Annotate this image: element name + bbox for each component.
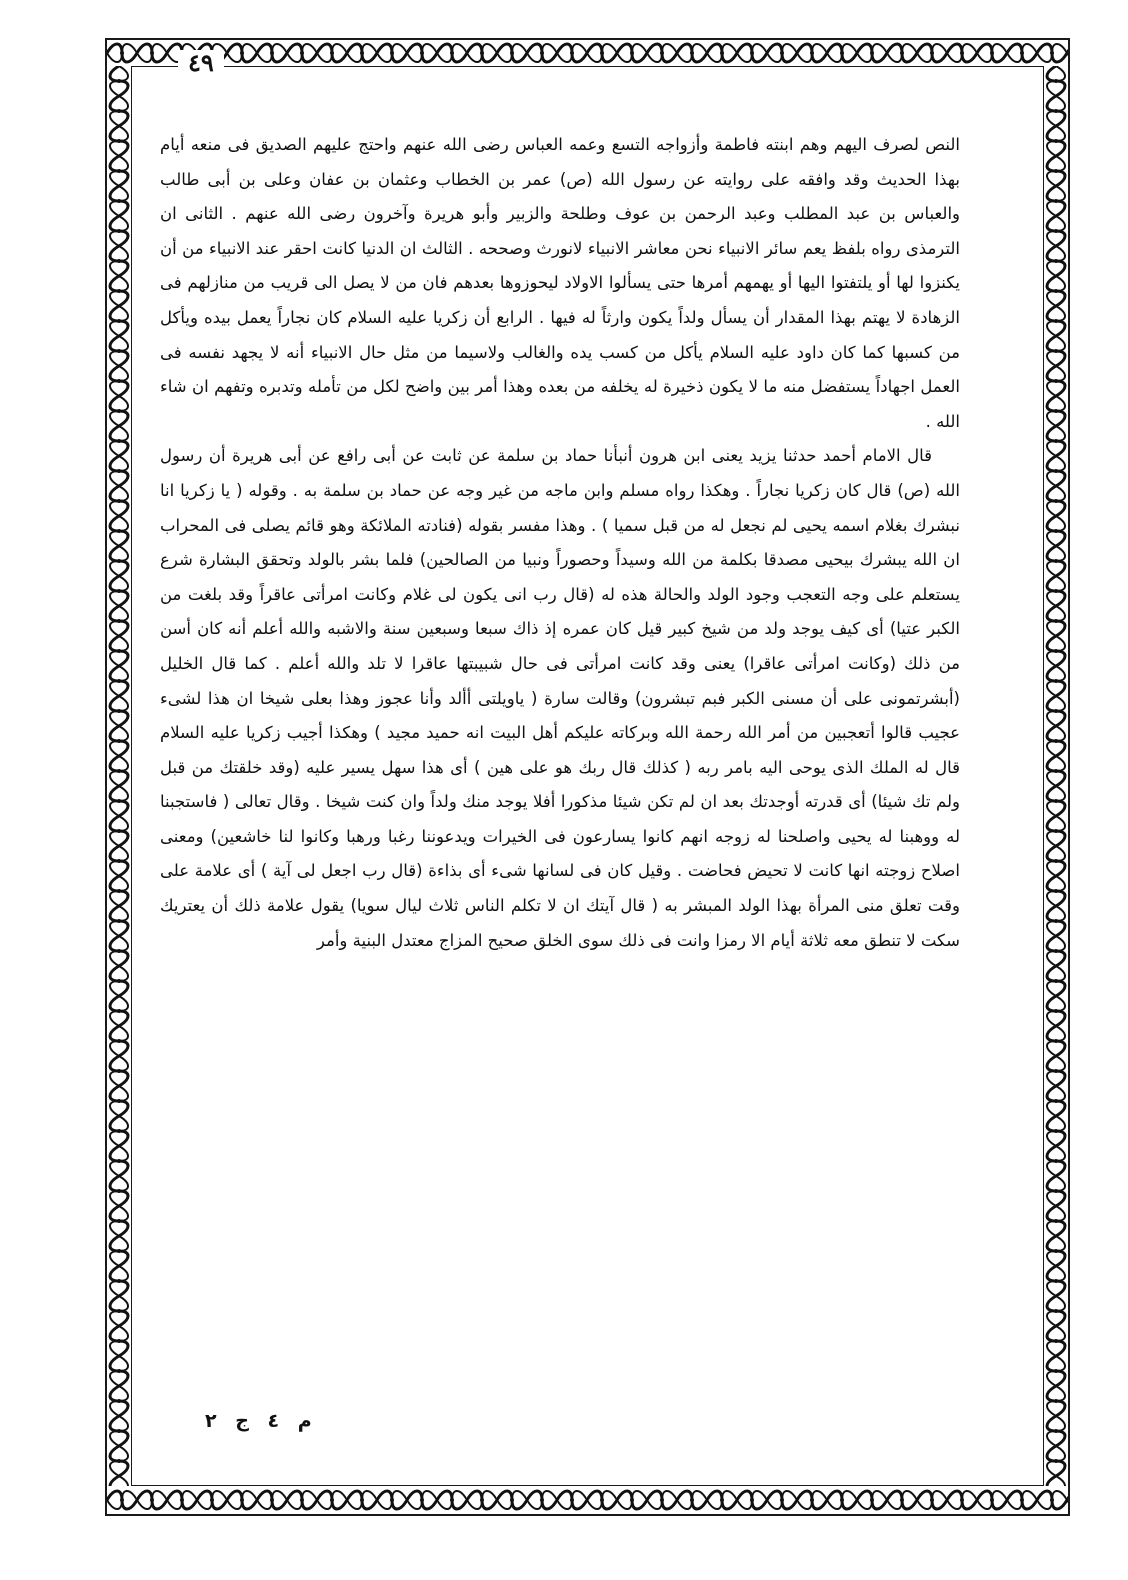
chain-ornament-right	[1044, 66, 1068, 1486]
chain-ornament-top	[107, 40, 1068, 66]
printer-signature-mark: م ٤ ج ٢	[205, 1410, 312, 1432]
ornament-band-top	[107, 40, 1068, 66]
chain-ornament-left	[107, 66, 131, 1486]
ornament-band-right	[1044, 66, 1068, 1486]
body-paragraph: النص لصرف اليهم وهم ابنته فاطمة وأزواجه التسع وعمه العباس رضى الله عنهم واحتج عليهم الصديق فى منعه أيام بهذا الحديث وقد وافقه على روايته عن رسول الله (ص) عمر بن الخطاب وعثمان بن عفان وعلى بن أبى طالب والعباس بن عبد المطلب وعبد الرحمن بن عوف وطلحة والزبير وأبو هريرة وآخرون رضى الله عنهم . الثانى ان الترمذى رواه بلفظ يعم سائر الانبياء نحن معاشر الانبياء لانورث وصححه . الثالث ان الدنيا كانت احقر عند الانبياء من أن يكنزوا لها أو يلتفتوا اليها أو يهمهم أمرها حتى يسألوا الاولاد ليحوزوها بعدهم فان من لا يصل الى قريب من منازلهم فى الزهادة لا يهتم بهذا المقدار أن يسأل ولداً يكون وارثاً له فيها . الرابع أن زكريا عليه السلام كان نجاراً يعمل بيده ويأكل من كسبها كما كان داود عليه السلام يأكل من كسب يده والغالب ولاسيما من مثل حال الانبياء أنه لا يجهد نفسه فى العمل اجهاداً يستفضل منه ما لا يكون ذخيرة له يخلفه من بعده وهذا أمر بين واضح لكل من تأمله وتدبره وتفهم ان شاء الله .	[160, 135, 960, 431]
page-number: ٤٩	[178, 50, 224, 76]
ornament-band-bottom	[107, 1486, 1068, 1514]
body-text	[160, 128, 960, 958]
ornament-band-left	[107, 66, 131, 1486]
chain-ornament-bottom	[107, 1486, 1068, 1514]
body-paragraph: قال الامام أحمد حدثنا يزيد يعنى ابن هرون أنبأنا حماد بن سلمة عن ثابت عن أبى رافع عن أبى هريرة أن رسول الله (ص) قال كان زكريا نجاراً . وهكذا رواه مسلم وابن ماجه من غير وجه عن حماد بن سلمة به . وقوله ( يا زكريا انا نبشرك بغلام اسمه يحيى لم نجعل له من قبل سميا ) . وهذا مفسر بقوله (فنادته الملائكة وهو قائم يصلى فى المحراب ان الله يبشرك بيحيى مصدقا بكلمة من الله وسيداً وحصوراً ونبيا من الصالحين) فلما بشر بالولد وتحقق البشارة شرع يستعلم على وجه التعجب وجود الولد والحالة هذه له (قال رب انى يكون لى غلام وكانت امرأتى عاقراً وقد بلغت من الكبر عتيا) أى كيف يوجد ولد من شيخ كبير قيل كان عمره إذ ذاك سبعا وسبعين سنة والاشبه والله أعلم أنه كان أسن من ذلك (وكانت امرأتى عاقرا) يعنى وقد كانت امرأتى فى حال شبيبتها عاقرا لا تلد والله أعلم . كما قال الخليل (أبشرتمونى على أن مسنى الكبر فبم تبشرون) وقالت سارة ( ياويلتى أألد وأنا عجوز وهذا بعلى شيخا ان هذا لشىء عجيب قالوا أتعجبين من أمر الله رحمة الله وبركاته عليكم أهل البيت انه حميد مجيد ) وهكذا أجيب زكريا عليه السلام قال له الملك الذى يوحى اليه بامر ربه ( كذلك قال ربك هو على هين ) أى هذا سهل يسير عليه (وقد خلقتك من قبل ولم تك شيئا) أى قدرته أوجدتك بعد ان لم تكن شيئا مذكورا أفلا يوجد منك ولداً وان كنت شيخا . وقال تعالى ( فاستجبنا له ووهبنا له يحيى واصلحنا له زوجه انهم كانوا يسارعون فى الخيرات ويدعوننا رغبا ورهبا وكانوا لنا خاشعين) ومعنى اصلاح زوجته انها كانت لا تحيض فحاضت . وقيل كان فى لسانها شىء أى بذاءة (قال رب اجعل لى آية ) أى علامة على وقت تعلق منى المرأة بهذا الولد المبشر به ( قال آيتك ان لا تكلم الناس ثلاث ليال سويا) يقول علامة ذلك أن يعتريك سكت لا تنطق معه ثلاثة أيام الا رمزا وانت فى ذلك سوى الخلق صحيح المزاج معتدل البنية وأمر	[160, 446, 960, 950]
